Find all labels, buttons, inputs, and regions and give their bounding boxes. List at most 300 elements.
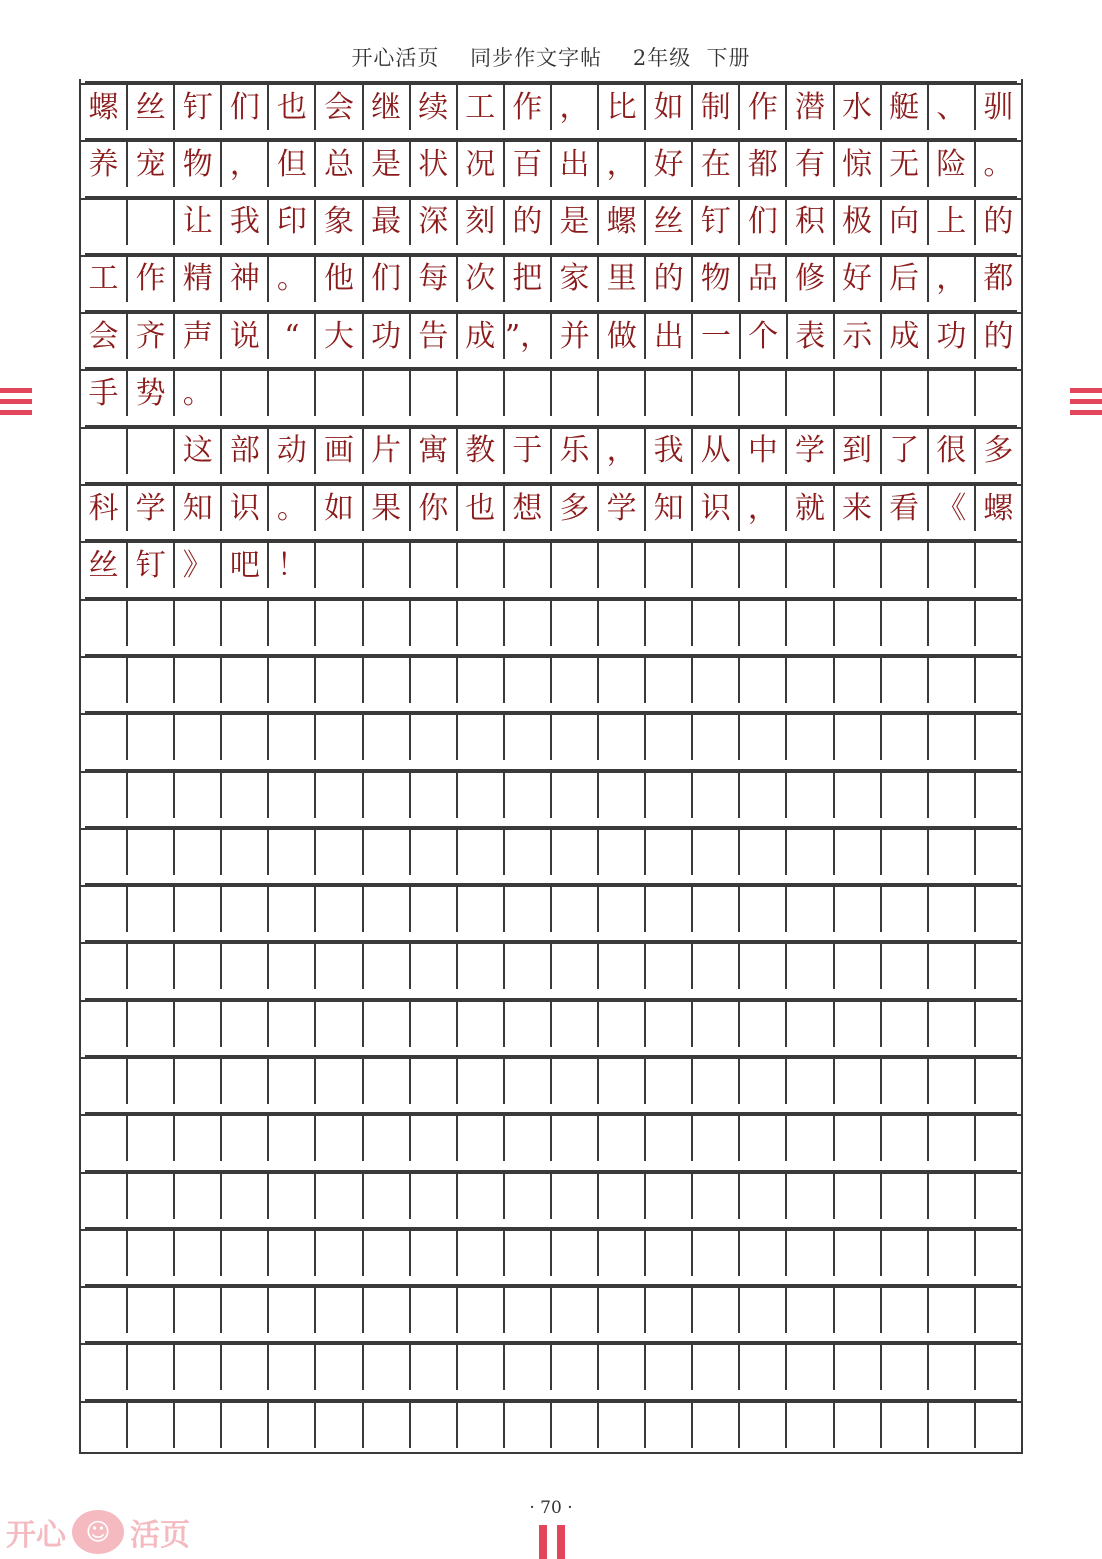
grid-cell: 钉 — [693, 200, 740, 245]
grid-cell: 部 — [222, 429, 269, 474]
grid-cell — [693, 371, 740, 416]
grid-cell — [81, 200, 128, 245]
grid-cell — [787, 1345, 834, 1390]
grid-cell — [411, 830, 458, 875]
grid-row — [81, 885, 1021, 932]
grid-cell: 物 — [175, 142, 222, 187]
grid-cell — [599, 1403, 646, 1448]
grid-cell — [269, 601, 316, 646]
grid-cell — [81, 715, 128, 760]
grid-cell — [505, 1174, 552, 1219]
grid-cell: ， — [929, 257, 976, 302]
grid-cell — [81, 944, 128, 989]
grid-cell — [929, 887, 976, 932]
grid-cell — [835, 1403, 882, 1448]
grid-cell — [552, 658, 599, 703]
grid-cell: 刻 — [458, 200, 505, 245]
grid-cell — [976, 1174, 1021, 1219]
smile-icon: ☺ — [72, 1510, 124, 1554]
grid-cell — [505, 1288, 552, 1333]
page-number: · 70 · — [529, 1498, 573, 1518]
grid-cell — [222, 1288, 269, 1333]
grid-cell — [458, 1345, 505, 1390]
grid-cell: 神 — [222, 257, 269, 302]
grid-cell — [929, 601, 976, 646]
grid-cell — [316, 1403, 363, 1448]
grid-row — [81, 1401, 1021, 1448]
grid-cell — [364, 1345, 411, 1390]
grid-cell — [81, 887, 128, 932]
grid-cell — [175, 887, 222, 932]
grid-cell — [364, 715, 411, 760]
grid-cell — [81, 1059, 128, 1104]
grid-cell — [364, 1174, 411, 1219]
grid-cell: 都 — [740, 142, 787, 187]
grid-cell — [599, 1116, 646, 1161]
grid-row — [81, 83, 1021, 130]
grid-cell — [693, 830, 740, 875]
grid-cell — [693, 1174, 740, 1219]
grid-cell — [882, 830, 929, 875]
grid-cell — [976, 658, 1021, 703]
grid-cell — [505, 1059, 552, 1104]
grid-cell — [458, 371, 505, 416]
grid-cell — [646, 371, 693, 416]
grid-cell: 于 — [505, 429, 552, 474]
grid-cell: 我 — [222, 200, 269, 245]
grid-cell — [505, 601, 552, 646]
grid-cell — [128, 1288, 175, 1333]
grid-cell: 如 — [316, 486, 363, 531]
grid-cell: 制 — [693, 85, 740, 130]
grid-cell — [505, 1403, 552, 1448]
grid-cell — [787, 1403, 834, 1448]
grid-cell — [646, 1174, 693, 1219]
grid-cell — [505, 1345, 552, 1390]
grid-cell: 驯 — [983, 89, 1014, 125]
grid-cell — [411, 1002, 458, 1047]
grid-cell — [787, 944, 834, 989]
grid-cell — [175, 1002, 222, 1047]
grid-cell — [458, 601, 505, 646]
grid-cell — [740, 601, 787, 646]
grid-row — [81, 541, 1021, 588]
grid-cell — [929, 715, 976, 760]
grid-row — [81, 140, 1021, 187]
grid-cell: 家 — [552, 257, 599, 302]
grid-cell — [976, 1345, 1021, 1390]
grid-cell — [835, 1116, 882, 1161]
grid-cell — [81, 1231, 128, 1276]
grid-cell — [364, 1403, 411, 1448]
grid-cell: 螺 — [599, 200, 646, 245]
grid-cell — [929, 1288, 976, 1333]
grid-cell — [364, 773, 411, 818]
grid-cell — [269, 944, 316, 989]
grid-cell — [505, 1002, 552, 1047]
grid-cell: 想 — [505, 486, 552, 531]
grid-cell — [740, 1403, 787, 1448]
grid-cell: 多 — [552, 486, 599, 531]
grid-cell — [835, 1059, 882, 1104]
grid-cell — [835, 1231, 882, 1276]
grid-cell — [128, 1174, 175, 1219]
writing-grid — [79, 79, 1023, 1454]
grid-cell — [787, 1116, 834, 1161]
grid-cell: 的 — [646, 257, 693, 302]
grid-cell — [835, 1345, 882, 1390]
grid-cell — [599, 944, 646, 989]
grid-cell — [835, 371, 882, 416]
grid-row — [81, 1114, 1021, 1161]
grid-cell — [269, 715, 316, 760]
grid-cell — [882, 1231, 929, 1276]
grid-cell — [316, 1059, 363, 1104]
grid-cell: 会 — [316, 85, 363, 130]
grid-cell — [316, 1288, 363, 1333]
grid-row — [81, 312, 1021, 359]
grid-row — [81, 198, 1021, 245]
grid-cell: 精 — [175, 257, 222, 302]
grid-cell: ， — [740, 486, 787, 531]
grid-cell — [364, 1288, 411, 1333]
grid-cell: 的 — [505, 200, 552, 245]
grid-cell — [81, 1116, 128, 1161]
grid-cell — [976, 887, 1021, 932]
grid-cell — [929, 1116, 976, 1161]
grid-cell: ， — [222, 142, 269, 187]
grid-cell — [976, 601, 1021, 646]
grid-cell — [787, 1174, 834, 1219]
page-header: 开心活页 同步作文字帖 2年级 下册 — [351, 46, 751, 70]
grid-cell — [646, 1345, 693, 1390]
grid-cell — [316, 1345, 363, 1390]
grid-cell: 知 — [175, 486, 222, 531]
grid-cell — [740, 715, 787, 760]
grid-cell: 乐 — [552, 429, 599, 474]
grid-cell — [976, 773, 1021, 818]
grid-cell — [128, 429, 175, 474]
grid-cell — [976, 1288, 1021, 1333]
grid-cell — [882, 1345, 929, 1390]
grid-cell — [646, 1231, 693, 1276]
grid-cell — [787, 887, 834, 932]
left-margin-mark — [0, 388, 32, 412]
grid-row — [81, 255, 1021, 302]
grid-cell — [929, 1231, 976, 1276]
grid-cell: 科 — [81, 486, 128, 531]
grid-cell: 了 — [882, 429, 929, 474]
grid-cell — [411, 715, 458, 760]
grid-cell — [269, 1059, 316, 1104]
grid-cell — [316, 830, 363, 875]
grid-cell — [693, 543, 740, 588]
grid-cell: 多 — [983, 433, 1014, 469]
grid-cell — [316, 1231, 363, 1276]
grid-cell: 继 — [364, 85, 411, 130]
grid-cell — [505, 371, 552, 416]
grid-cell — [929, 773, 976, 818]
grid-cell — [222, 1002, 269, 1047]
grid-cell: 画 — [316, 429, 363, 474]
grid-cell — [646, 773, 693, 818]
grid-cell — [787, 1059, 834, 1104]
grid-cell: 会 — [81, 314, 128, 359]
grid-row — [81, 599, 1021, 646]
grid-cell — [740, 543, 787, 588]
grid-cell — [364, 371, 411, 416]
grid-cell: 好 — [835, 257, 882, 302]
grid-cell — [222, 601, 269, 646]
grid-cell — [175, 1059, 222, 1104]
grid-cell — [646, 715, 693, 760]
grid-cell — [458, 543, 505, 588]
grid-cell — [835, 1002, 882, 1047]
grid-cell — [175, 715, 222, 760]
right-margin-mark — [1070, 388, 1102, 412]
grid-cell — [552, 830, 599, 875]
grid-cell — [128, 887, 175, 932]
grid-cell — [411, 1288, 458, 1333]
grid-cell: 的 — [983, 204, 1014, 240]
grid-cell — [693, 715, 740, 760]
grid-cell — [552, 1288, 599, 1333]
grid-cell: 手 — [81, 371, 128, 416]
grid-cell — [316, 1174, 363, 1219]
grid-cell — [552, 1059, 599, 1104]
grid-cell: 无 — [882, 142, 929, 187]
grid-cell: 中 — [740, 429, 787, 474]
grid-row — [81, 427, 1021, 474]
grid-cell: 宠 — [128, 142, 175, 187]
grid-cell — [740, 830, 787, 875]
grid-cell — [693, 944, 740, 989]
grid-cell: 后 — [882, 257, 929, 302]
grid-cell — [740, 371, 787, 416]
grid-cell: 但 — [269, 142, 316, 187]
publisher-logo — [6, 1510, 190, 1554]
grid-cell — [552, 1345, 599, 1390]
grid-cell — [929, 1002, 976, 1047]
grid-cell — [128, 1116, 175, 1161]
grid-cell: 钉 — [128, 543, 175, 588]
grid-cell: 丝 — [646, 200, 693, 245]
grid-cell — [787, 1231, 834, 1276]
grid-cell — [976, 1059, 1021, 1104]
grid-cell — [222, 658, 269, 703]
grid-cell — [740, 1059, 787, 1104]
grid-cell: 做 — [599, 314, 646, 359]
grid-cell — [787, 658, 834, 703]
grid-cell — [364, 1059, 411, 1104]
grid-cell — [81, 658, 128, 703]
grid-cell: 水 — [835, 85, 882, 130]
grid-cell — [552, 1403, 599, 1448]
grid-cell: ， — [552, 85, 599, 130]
grid-cell: 片 — [364, 429, 411, 474]
grid-cell — [222, 830, 269, 875]
grid-cell — [81, 773, 128, 818]
grid-cell — [128, 1002, 175, 1047]
grid-cell — [81, 1345, 128, 1390]
grid-cell: 并 — [552, 314, 599, 359]
grid-cell — [175, 944, 222, 989]
grid-row — [81, 484, 1021, 531]
grid-cell — [269, 773, 316, 818]
grid-cell: 丝 — [128, 85, 175, 130]
grid-cell — [693, 601, 740, 646]
grid-cell — [411, 543, 458, 588]
grid-cell — [175, 601, 222, 646]
grid-cell — [411, 773, 458, 818]
grid-cell — [646, 543, 693, 588]
grid-cell — [835, 715, 882, 760]
grid-cell — [599, 1174, 646, 1219]
grid-cell — [316, 543, 363, 588]
grid-cell — [740, 1174, 787, 1219]
grid-cell — [222, 715, 269, 760]
grid-cell — [882, 658, 929, 703]
grid-cell: 作 — [740, 85, 787, 130]
grid-cell — [505, 658, 552, 703]
grid-cell: 学 — [599, 486, 646, 531]
grid-cell: 。 — [269, 257, 316, 302]
grid-cell: 养 — [81, 142, 128, 187]
grid-cell — [222, 1345, 269, 1390]
grid-cell — [458, 944, 505, 989]
grid-cell: 积 — [787, 200, 834, 245]
grid-cell — [222, 1403, 269, 1448]
grid-row — [81, 828, 1021, 875]
grid-cell — [364, 543, 411, 588]
grid-cell — [693, 1345, 740, 1390]
grid-row — [81, 1172, 1021, 1219]
grid-cell — [882, 1288, 929, 1333]
grid-cell — [269, 371, 316, 416]
grid-cell — [740, 658, 787, 703]
grid-cell — [599, 1345, 646, 1390]
grid-row — [81, 369, 1021, 416]
grid-cell: 如 — [646, 85, 693, 130]
grid-cell — [175, 1345, 222, 1390]
grid-cell: ！ — [269, 543, 316, 588]
grid-cell: 说 — [222, 314, 269, 359]
grid-cell — [552, 715, 599, 760]
grid-cell: 出 — [552, 142, 599, 187]
grid-cell: 每 — [411, 257, 458, 302]
grid-cell — [175, 658, 222, 703]
grid-cell — [787, 1288, 834, 1333]
grid-cell: 续 — [411, 85, 458, 130]
grid-cell — [505, 887, 552, 932]
grid-cell: 势 — [128, 371, 175, 416]
grid-cell — [316, 1116, 363, 1161]
grid-cell — [740, 773, 787, 818]
grid-cell: 艇 — [882, 85, 929, 130]
grid-cell — [316, 773, 363, 818]
grid-cell: 学 — [128, 486, 175, 531]
grid-cell: 教 — [458, 429, 505, 474]
grid-cell — [81, 1002, 128, 1047]
grid-cell: 在 — [693, 142, 740, 187]
grid-cell: 学 — [787, 429, 834, 474]
grid-cell — [458, 1403, 505, 1448]
grid-cell — [552, 543, 599, 588]
grid-cell — [222, 773, 269, 818]
grid-cell — [976, 1116, 1021, 1161]
grid-cell — [646, 1002, 693, 1047]
grid-row — [81, 1000, 1021, 1047]
grid-cell — [505, 830, 552, 875]
grid-cell: 最 — [364, 200, 411, 245]
grid-cell — [128, 944, 175, 989]
grid-cell — [693, 887, 740, 932]
grid-cell: 们 — [740, 200, 787, 245]
grid-cell — [787, 543, 834, 588]
grid-cell — [128, 658, 175, 703]
grid-cell — [316, 371, 363, 416]
grid-cell — [835, 658, 882, 703]
grid-cell — [693, 1059, 740, 1104]
grid-cell: 从 — [693, 429, 740, 474]
grid-cell: 物 — [693, 257, 740, 302]
grid-cell: 品 — [740, 257, 787, 302]
grid-cell — [505, 944, 552, 989]
grid-cell — [929, 543, 976, 588]
grid-cell: 百 — [505, 142, 552, 187]
grid-cell: 们 — [364, 257, 411, 302]
grid-cell: 。 — [175, 371, 222, 416]
grid-cell — [458, 773, 505, 818]
grid-cell: 寓 — [411, 429, 458, 474]
grid-cell: 潜 — [787, 85, 834, 130]
grid-cell — [740, 1288, 787, 1333]
grid-cell — [787, 715, 834, 760]
grid-cell — [505, 715, 552, 760]
grid-cell — [222, 1174, 269, 1219]
grid-cell: 知 — [646, 486, 693, 531]
grid-cell: 是 — [364, 142, 411, 187]
grid-cell: 象 — [316, 200, 363, 245]
grid-cell: 是 — [552, 200, 599, 245]
grid-cell — [646, 601, 693, 646]
grid-cell — [458, 715, 505, 760]
grid-cell — [411, 1231, 458, 1276]
grid-cell: “ — [269, 314, 316, 359]
grid-cell — [929, 371, 976, 416]
grid-cell: 都 — [983, 261, 1014, 297]
grid-cell: 比 — [599, 85, 646, 130]
grid-cell: 作 — [505, 85, 552, 130]
grid-cell — [81, 1288, 128, 1333]
grid-cell — [835, 601, 882, 646]
grid-cell — [505, 1116, 552, 1161]
grid-cell: 看 — [882, 486, 929, 531]
grid-cell — [458, 830, 505, 875]
grid-cell — [128, 601, 175, 646]
grid-cell — [552, 1174, 599, 1219]
grid-cell — [599, 773, 646, 818]
grid-cell: 也 — [458, 486, 505, 531]
grid-cell: 出 — [646, 314, 693, 359]
grid-cell — [128, 1403, 175, 1448]
grid-cell: 修 — [787, 257, 834, 302]
grid-row — [81, 771, 1021, 818]
grid-cell — [316, 887, 363, 932]
grid-cell — [81, 830, 128, 875]
grid-cell — [976, 543, 1021, 588]
grid-cell — [269, 1002, 316, 1047]
